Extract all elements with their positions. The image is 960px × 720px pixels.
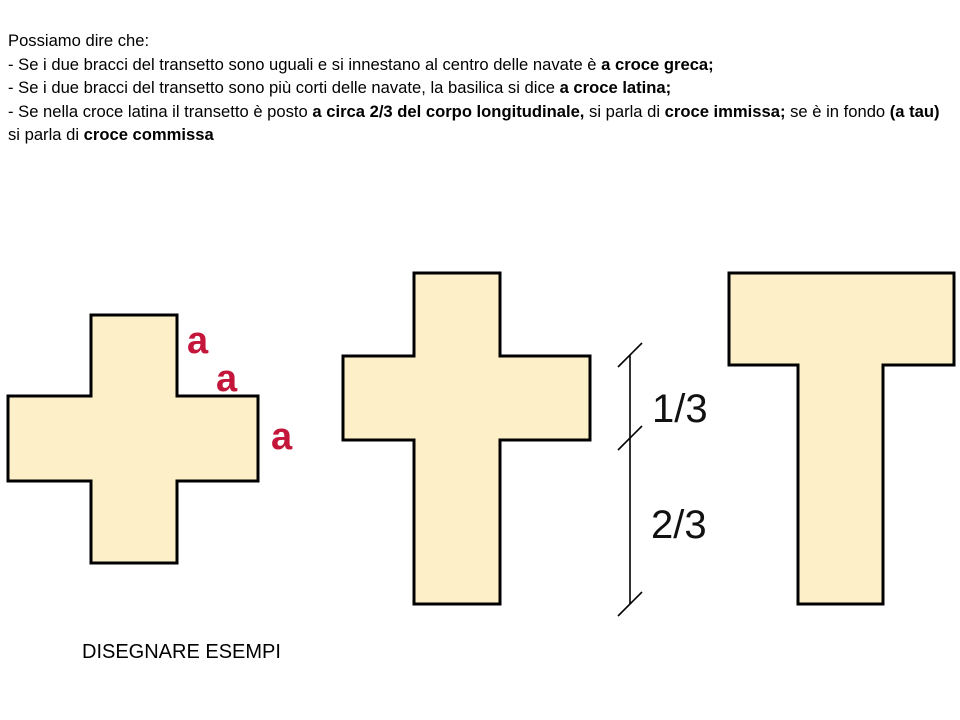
latin-cross-term: a croce latina;: [559, 78, 672, 98]
greek-cross-term: a croce greca;: [601, 54, 714, 74]
immissa-text-2: si parla di: [584, 101, 665, 121]
dimension-label-one-third: 1/3: [652, 387, 708, 431]
greek-cross-plan: [8, 315, 258, 563]
tau-cross-plan: [729, 273, 954, 604]
greek-cross-label-a-3: a: [271, 416, 293, 458]
latin-cross-plan: [343, 273, 590, 604]
immissa-text-1: - Se nella croce latina il transetto è posto: [8, 101, 313, 121]
greek-cross-label-a-1: a: [187, 320, 209, 362]
croce-commissa-term: croce commissa: [83, 125, 214, 145]
latin-cross-text: - Se i due bracci del transetto sono più corti delle navate, la basilica si dice: [8, 78, 560, 98]
tau-term: (a tau): [889, 101, 940, 121]
greek-cross-label-a-2: a: [216, 358, 238, 400]
proportion-dimension-line: [618, 343, 642, 616]
dimension-label-two-thirds: 2/3: [651, 503, 707, 547]
intro-line: Possiamo dire che:: [8, 31, 150, 50]
croce-immissa-term: croce immissa;: [664, 101, 786, 121]
immissa-position-term: a circa 2/3 del corpo longitudinale,: [312, 101, 585, 121]
greek-cross-text: - Se i due bracci del transetto sono uguali e si innestano al centro delle navate è: [8, 54, 602, 74]
draw-examples-note: DISEGNARE ESEMPI: [82, 641, 281, 663]
commissa-text-1: se è in fondo: [785, 101, 890, 121]
commissa-text-2: si parla di: [8, 125, 84, 145]
